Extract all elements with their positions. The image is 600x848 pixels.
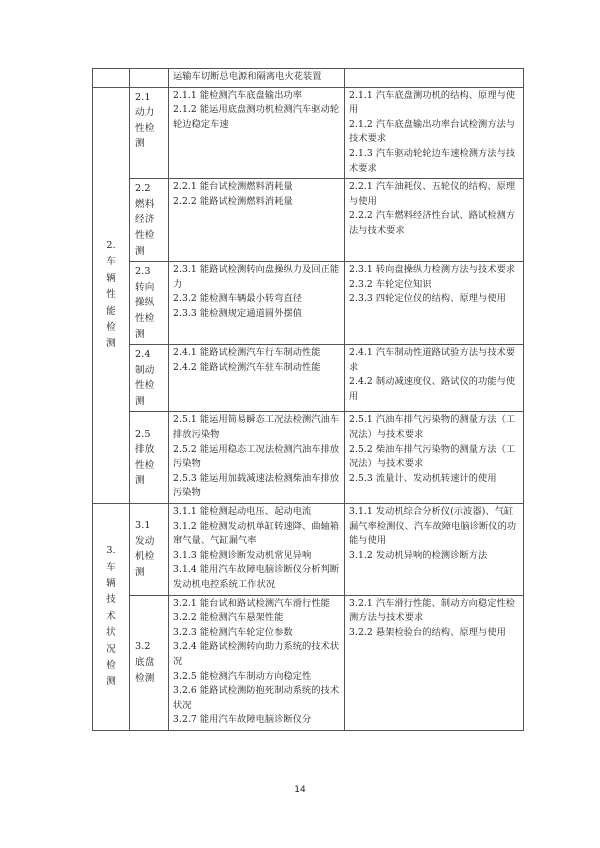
section-title-cell xyxy=(93,87,130,503)
skill-cell xyxy=(169,595,345,730)
skill-item: 2.2.1 能台试检测燃料消耗量 xyxy=(173,181,293,193)
knowledge-cell xyxy=(345,262,524,345)
skill-item: 3.1.2 能检测发动机单缸转速降、曲轴箱窜气量、气缸漏气率 xyxy=(173,520,340,547)
skill-item: 2.5.3 能运用加载减速法检测柴油车排放污染物 xyxy=(173,472,340,499)
knowledge-cell xyxy=(345,345,524,412)
skill-item: 2.3.1 能路试检测转向盘操纵力及回正能力 xyxy=(173,264,340,290)
table-row xyxy=(93,262,524,345)
subsection-title-cell xyxy=(130,87,169,179)
table-row xyxy=(93,69,524,88)
knowledge-cell xyxy=(345,504,524,596)
skill-item: 运输车切断总电源和隔离电火花装置 xyxy=(173,71,322,82)
skill-item: 2.3.3 能检测规定通道圆外摆值 xyxy=(173,307,303,319)
skill-item: 3.2.7 能用汽车故障电脑诊断仪分 xyxy=(173,714,312,726)
knowledge-cell xyxy=(345,179,524,262)
subsection-title-cell xyxy=(130,504,169,596)
subsection-title-cell xyxy=(130,345,169,412)
skill-cell xyxy=(169,345,345,412)
skill-item: 3.2.6 能路试检测防抱死制动系统的技术状况 xyxy=(173,685,340,711)
knowledge-item: 2.1.1 汽车底盘测功机的结构、原理与使用 xyxy=(349,89,516,116)
skill-item: 2.4.2 能路试检测汽车驻车制动性能 xyxy=(173,361,321,373)
skill-item: 3.2.4 能路试检测转向助力系统的技术状况 xyxy=(173,641,340,667)
knowledge-item: 2.2.1 汽车油耗仪、五轮仪的结构、原理与使用 xyxy=(349,181,516,207)
knowledge-item: 2.5.2 柴油车排气污染物的测量方法（工况法）与技术要求 xyxy=(349,443,516,470)
knowledge-item: 2.3.1 转向盘操纵力检测方法与技术要求 xyxy=(349,264,516,276)
subsection-title: 3.1发动机检测 xyxy=(135,520,155,578)
skill-item: 3.1.1 能检测起动电压、起动电流 xyxy=(173,506,312,518)
subsection-title-cell xyxy=(130,262,169,345)
table-row xyxy=(93,412,524,504)
section-title-cell xyxy=(93,504,130,731)
skill-item: 3.2.1 能台试和路试检测汽车滑行性能 xyxy=(173,597,330,609)
knowledge-item: 2.5.3 流量计、发动机转速计的使用 xyxy=(349,472,497,484)
subsection-title: 2.1动力性检测 xyxy=(135,91,155,150)
knowledge-item: 3.1.2 发动机异响的检测诊断方法 xyxy=(349,549,488,561)
knowledge-item: 2.1.2 汽车底盘输出功率台试检测方法与技术要求 xyxy=(349,118,516,145)
knowledge-cell xyxy=(345,412,524,504)
skill-item: 2.2.2 能路试检测燃料消耗量 xyxy=(173,195,293,207)
knowledge-item: 2.3.2 车轮定位知识 xyxy=(349,278,432,290)
section-cell-empty xyxy=(93,69,130,88)
subsection-title: 2.2燃料经济性检测 xyxy=(135,183,155,257)
skill-cell xyxy=(169,87,345,179)
knowledge-item: 2.5.1 汽油车排气污染物的测量方法（工况法）与技术要求 xyxy=(349,414,516,441)
section-title: 3.车辆技术状况检测 xyxy=(106,545,116,688)
subsection-cell-empty xyxy=(130,69,169,88)
knowledge-cell xyxy=(345,87,524,179)
table-row xyxy=(93,595,524,730)
knowledge-item: 2.2.2 汽车燃料经济性台试、路试检测方法与技术要求 xyxy=(349,210,516,236)
subsection-title: 3.2底盘检测 xyxy=(135,641,155,684)
knowledge-item: 2.1.3 汽车驱动轮轮边车速检测方法与技术要求 xyxy=(349,147,516,174)
knowledge-item: 3.2.1 汽车滑行性能、制动方向稳定性检测方法与技术要求 xyxy=(349,597,516,624)
table-row xyxy=(93,504,524,596)
knowledge-item: 3.1.1 发动机综合分析仪(示波器)、气缸漏气率检测仪、汽车故障电脑诊断仪的功能与使用 xyxy=(349,506,517,547)
skills-requirements-table xyxy=(92,68,524,731)
skill-item: 3.2.5 能检测汽车制动方向稳定性 xyxy=(173,670,312,682)
table-row xyxy=(93,87,524,179)
skill-cell xyxy=(169,69,345,88)
skill-item: 3.1.3 能检测诊断发动机常见异响 xyxy=(173,549,312,561)
skill-cell xyxy=(169,504,345,596)
subsection-title: 2.4制动性检测 xyxy=(135,349,155,407)
knowledge-cell-empty xyxy=(345,69,524,88)
skill-item: 3.2.3 能检测汽车轮定位参数 xyxy=(173,626,293,638)
knowledge-item: 2.3.3 四轮定位仪的结构、原理与使用 xyxy=(349,293,506,305)
skill-item: 2.4.1 能路试检测汽车行车制动性能 xyxy=(173,347,321,359)
subsection-title-cell xyxy=(130,412,169,504)
skill-item: 2.1.1 能检测汽车底盘输出功率 xyxy=(173,89,303,101)
skill-item: 3.1.4 能用汽车故障电脑诊断仪分析判断发动机电控系统工作状况 xyxy=(173,564,340,590)
skill-item: 2.5.1 能运用简易瞬态工况法检测汽油车排放污染物 xyxy=(173,414,340,441)
table-row xyxy=(93,345,524,412)
knowledge-cell xyxy=(345,595,524,730)
knowledge-item: 2.4.2 制动减速度仪、路试仪的功能与使用 xyxy=(349,376,516,402)
skill-cell xyxy=(169,179,345,262)
subsection-title-cell xyxy=(130,595,169,730)
skill-item: 3.2.2 能检测汽车悬架性能 xyxy=(173,612,284,624)
subsection-title: 2.5排放性检测 xyxy=(135,428,155,487)
skill-cell xyxy=(169,412,345,504)
section-title: 2.车辆性能检测 xyxy=(106,239,116,350)
table-row xyxy=(93,179,524,262)
subsection-title-cell xyxy=(130,179,169,262)
page-number: 14 xyxy=(294,785,306,795)
skill-item: 2.3.2 能检测车辆最小转弯直径 xyxy=(173,293,303,305)
skill-cell xyxy=(169,262,345,345)
skill-item: 2.1.2 能运用底盘测功机检测汽车驱动轮轮边稳定车速 xyxy=(173,104,340,130)
knowledge-item: 2.4.1 汽车制动性道路试验方法与技术要求 xyxy=(349,347,516,373)
knowledge-item: 3.2.2 悬架检验台的结构、原理与使用 xyxy=(349,626,506,638)
subsection-title: 2.3转向操纵性检测 xyxy=(135,266,155,340)
skill-item: 2.5.2 能运用稳态工况法检测汽油车排放污染物 xyxy=(173,443,340,470)
